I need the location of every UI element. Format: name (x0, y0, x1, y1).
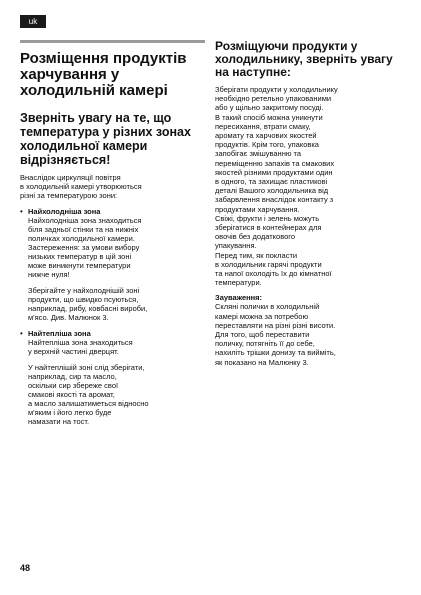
bullet-extra: У найтеплішій зоні слід зберігати, наприклад, сир та масло, оскільки сир збереже свої смакові якості та аромат, а масло залишатиметься відносно м'яким і його легко буде намазати на тост. (28, 363, 149, 426)
language-tab: uk (20, 15, 46, 28)
left-column (20, 40, 205, 433)
note-title: Зауваження: (215, 293, 263, 303)
warning-subheading: Зверніть увагу на те, що температура у різних зонах холодильної камери відрізняється! (20, 111, 191, 167)
section-rule (20, 40, 205, 43)
bullet-extra: Зберігайте у найхолоднішій зоні продукти, що швидко псуються, наприклад, рибу, ковбасні вироби, м'ясо. Див. Малюнок 3. (28, 286, 148, 322)
right-column (215, 40, 400, 373)
bullet-icon: • (20, 207, 23, 216)
bullet-title: Найтепліша зона (28, 329, 91, 338)
right-heading: Розміщуючи продукти у холодильнику, зверніть увагу на наступне: (215, 39, 393, 79)
section-heading: Розміщення продуктів харчування у холодильній камері (20, 50, 187, 99)
bullet-body: Найхолодніша зона знаходиться біля задньої стінки та на нижніх поличках холодильної камери. Застереження: за умови вибору низьких температур в цій зоні може виникнути температури нижче нуля! (28, 216, 142, 279)
storage-paragraph: Зберігати продукти у холодильнику необхідно ретельно упакованими або у щільно закритому посуді. В такий спосіб можна уникнути пересихання, втрати смаку, аромату та харчових якостей продуктів. Крім того, упаковка запобігає змішуванню та переміщенню запахів та смакових якостей різними продуктами один в одного, та захищає пластикові деталі Вашого холодильника від забарвлення внаслідок контакту з продуктами харчування. Свіжі, фрукти і зелень можуть зберігатися в контейнерах для овочів без додаткового упакування. Перед тим, як покласти в холодильник гарячі продукти та напої охолодіть їх до кімнатної температури. (215, 85, 338, 288)
page-number: 48 (20, 563, 31, 573)
intro-paragraph: Внаслідок циркуляції повітря в холодильній камері утворюються різні за температурою зони: (20, 173, 142, 200)
bullet-icon: • (20, 329, 23, 338)
bullet-coldest-zone (20, 207, 205, 322)
bullet-title: Найхолодніша зона (28, 207, 101, 216)
bullet-body: Найтепліша зона знаходиться у верхній частині дверцят. (28, 338, 133, 356)
note-body: Скляні полички в холодильній камері можна за потребою переставляти на різні різні висоти. Для того, щоб переставити поличку, потягніть її до себе, нахиліть трішки донизу та вийміть, як показано на Малюнку 3. (215, 302, 336, 367)
bullet-warmest-zone (20, 329, 205, 426)
